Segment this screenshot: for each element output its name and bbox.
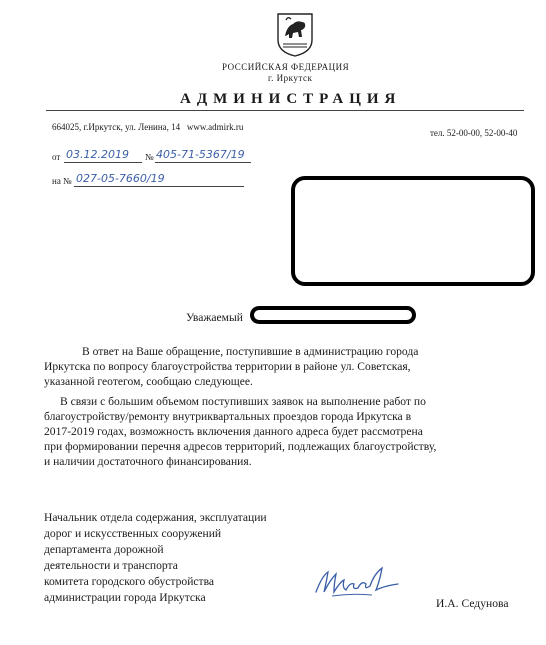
paragraph-1 [44, 344, 526, 389]
page-title: АДМИНИСТРАЦИЯ [180, 91, 402, 107]
paragraph-line: 2017-2019 годах, возможность включения данного адреса будет рассмотрена [44, 425, 423, 438]
handwritten-signature [312, 562, 404, 600]
paragraph-line: при формировании перечня адресов территорий, подлежащих благоустройству, [44, 440, 437, 453]
redacted-recipient-name [250, 306, 416, 324]
paragraph-line: В связи с большим объемом поступивших заявок на выполнение работ по [60, 395, 426, 408]
outgoing-number: 405-71-5367/19 [156, 148, 245, 161]
paragraph-line: благоустройству/ремонту внутриквартальных проездов города Иркутска в [44, 410, 412, 423]
number-label: № [145, 152, 154, 162]
website: www.admirk.ru [186, 122, 244, 132]
address-text [52, 122, 243, 132]
outgoing-date: 03.12.2019 [66, 148, 129, 161]
country-name: РОССИЙСКАЯ ФЕДЕРАЦИЯ [222, 62, 350, 72]
position-line: Начальник отдела содержания, эксплуатации [44, 511, 267, 524]
paragraph-line: Иркутска по вопросу благоустройства территории в районе ул. Советская, [44, 360, 411, 373]
address: 664025, г.Иркутск, ул. Ленина, 14 [52, 122, 181, 132]
salutation: Уважаемый [186, 311, 243, 324]
city-name: г. Иркутск [268, 73, 313, 83]
position-line: департамента дорожной [44, 543, 164, 556]
header-divider [46, 110, 524, 111]
reply-number: 027-05-7660/19 [76, 172, 165, 185]
irkutsk-coat-of-arms-icon [275, 10, 315, 58]
date-label: от [52, 152, 61, 162]
paragraph-line: указанной геотегом, сообщаю следующее. [44, 375, 253, 388]
paragraph-line: и наличии достаточного финансирования. [44, 455, 252, 468]
phone-numbers: тел. 52-00-00, 52-00-40 [430, 128, 518, 138]
signatory-name: И.А. Седунова [436, 597, 509, 610]
position-line: деятельности и транспорта [44, 559, 178, 572]
position-line: дорог и искусственных сооружений [44, 527, 222, 540]
redacted-recipient-block [291, 176, 535, 286]
reply-label: на № [52, 176, 72, 186]
position-line: комитета городского обустройства [44, 575, 215, 588]
position-line: администрации города Иркутска [44, 591, 206, 604]
paragraph-line: В ответ на Ваше обращение, поступившие в администрацию города [82, 345, 419, 358]
paragraph-2 [44, 394, 526, 469]
signatory-position [44, 510, 267, 606]
